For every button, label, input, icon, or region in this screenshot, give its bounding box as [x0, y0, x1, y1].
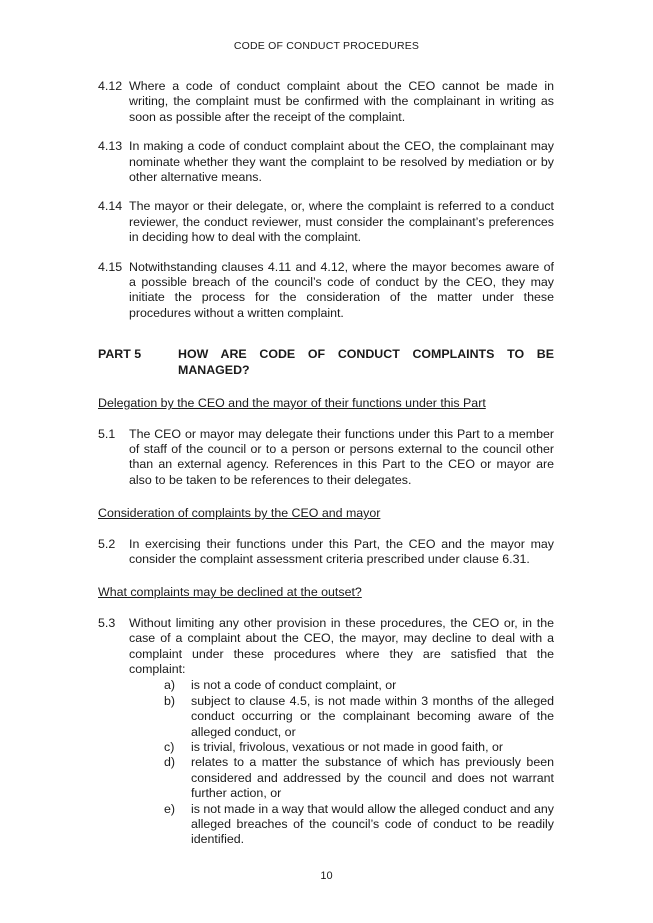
list-item: [164, 678, 554, 693]
list-letter: b): [164, 693, 176, 708]
section-heading-declined: What complaints may be declined at the outset?: [98, 585, 362, 600]
list-text: is not a code of conduct complaint, or: [191, 678, 397, 693]
list-letter: a): [164, 678, 176, 693]
clause-4-14: [98, 199, 554, 245]
clause-4-12: [98, 79, 554, 125]
page-header: CODE OF CONDUCT PROCEDURES: [233, 40, 420, 52]
list-item: [164, 694, 554, 740]
list-letter: d): [164, 755, 176, 770]
clause-4-15: [98, 260, 554, 322]
clause-number: 4.13: [98, 139, 123, 154]
clause-4-13: [98, 139, 554, 185]
list-letter: e): [164, 801, 176, 816]
page-number: 10: [320, 870, 333, 882]
clause-text: The mayor or their delegate, or, where the complaint is referred to a conduct reviewer, the conduct reviewer, must consider the complainant’s preferences in deciding how to deal with the complaint.: [129, 199, 554, 245]
clause-text: Without limiting any other provision in these procedures, the CEO or, in the case of a complaint about the CEO, the mayor, may decline to deal with a complaint under these procedures where they are satisfied that the complaint:: [129, 615, 554, 676]
clause-text: In exercising their functions under this Part, the CEO and the mayor may consider the complaint assessment criteria prescribed under clause 6.31.: [129, 536, 554, 566]
list-text: is not made in a way that would allow the alleged conduct and any alleged breaches of the council’s code of conduct to be readily identified.: [191, 801, 555, 847]
list-text: subject to clause 4.5, is not made within 3 months of the alleged conduct occurring or the complainant becoming aware of the alleged conduct, or: [191, 693, 554, 739]
clause-number: 5.3: [98, 615, 116, 630]
clause-text: Notwithstanding clauses 4.11 and 4.12, where the mayor becomes aware of a possible breach of the council’s code of conduct by the CEO, they may initiate the process for the consideration of the matter under these procedures without a written complaint.: [129, 259, 554, 320]
list-text: relates to a matter the substance of which has previously been considered and addressed by the council and does not warrant further action, or: [191, 755, 554, 801]
clause-5-2: [98, 537, 554, 568]
list-item: [164, 802, 554, 848]
part-title: HOW ARE CODE OF CONDUCT COMPLAINTS TO BE MANAGED?: [178, 347, 554, 377]
clause-text: In making a code of conduct complaint about the CEO, the complainant may nominate whether they want the complaint to be resolved by mediation or by other alternative means.: [129, 139, 554, 185]
section-heading-delegation: Delegation by the CEO and the mayor of their functions under this Part: [98, 396, 486, 411]
decline-criteria-list: [164, 678, 554, 847]
part-heading: [98, 347, 554, 378]
list-item: [164, 755, 554, 801]
list-text: is trivial, frivolous, vexatious or not made in good faith, or: [191, 740, 503, 754]
clause-text: The CEO or mayor may delegate their functions under this Part to a member of staff of the council or to a person or persons external to the council other than an external agency. References in this Part to the CEO or mayor are also to be taken to be references to their delegates.: [129, 426, 554, 487]
clause-number: 4.14: [98, 199, 123, 214]
clause-number: 5.1: [98, 426, 116, 441]
clause-number: 4.12: [98, 79, 123, 93]
clause-number: 4.15: [98, 259, 123, 274]
clause-5-1: [98, 427, 554, 489]
clause-5-3: [98, 616, 554, 678]
list-letter: c): [164, 740, 175, 754]
clause-text: Where a code of conduct complaint about the CEO cannot be made in writing, the complaint must be confirmed with the complainant in writing as soon as possible after the receipt of the complaint.: [129, 79, 554, 124]
section-heading-consideration: Consideration of complaints by the CEO and mayor: [98, 506, 381, 521]
part-number: PART 5: [98, 347, 142, 362]
clause-number: 5.2: [98, 536, 116, 551]
document-body: [98, 79, 554, 848]
list-item: [164, 740, 554, 755]
